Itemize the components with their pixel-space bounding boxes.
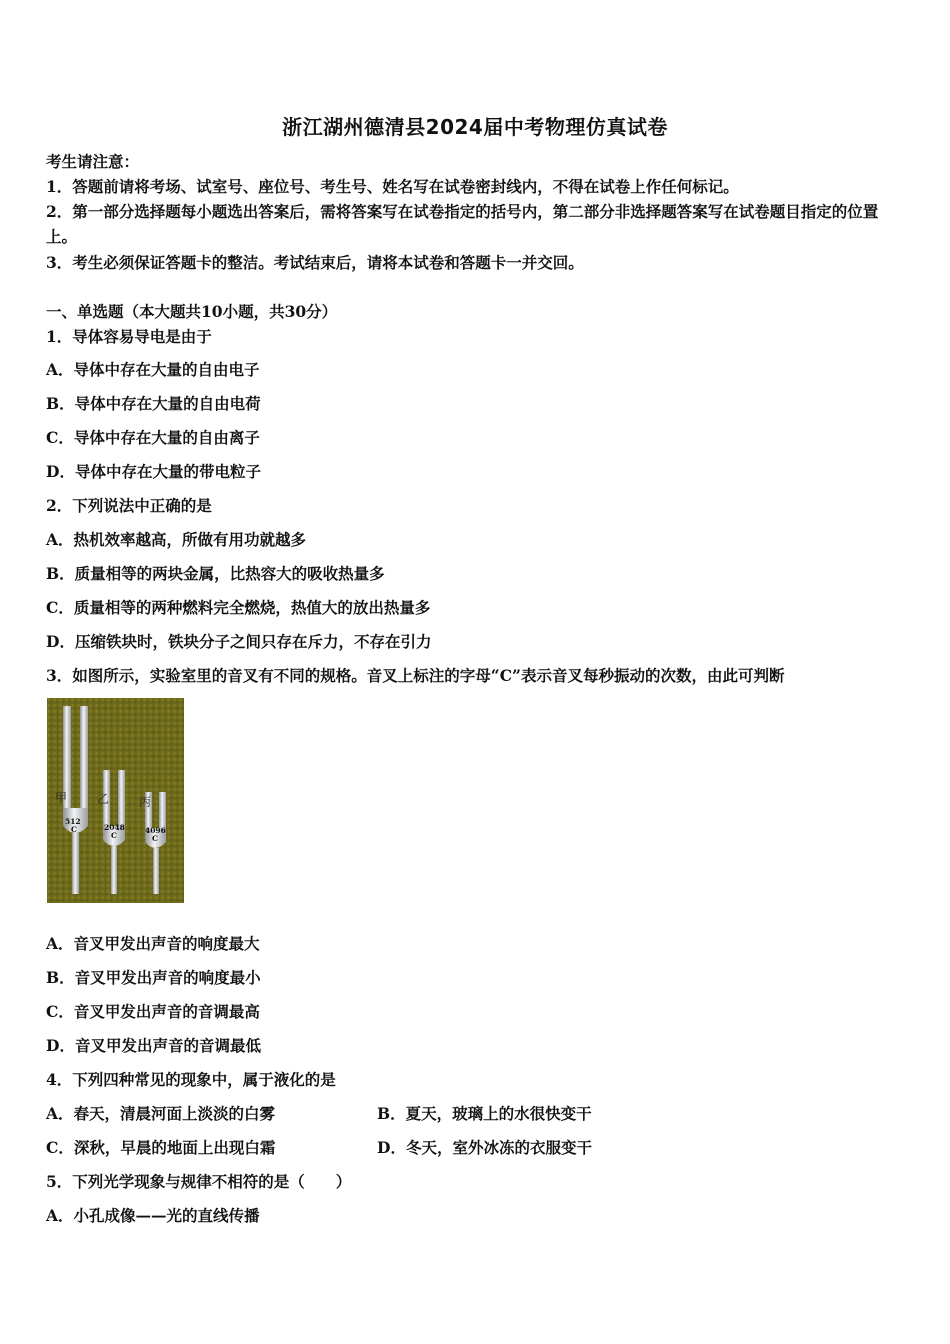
question-1-option-b: B．导体中存在大量的自由电荷: [46, 394, 261, 413]
question-2-option-c: C．质量相等的两种燃料完全燃烧，热值大的放出热量多: [46, 598, 431, 617]
fork-jia-label: 甲: [55, 791, 68, 805]
question-3-option-d: D．音叉甲发出声音的音调最低: [46, 1036, 261, 1055]
question-1-option-c: C．导体中存在大量的自由离子: [46, 428, 260, 447]
exam-title: 浙江湖州德清县2024届中考物理仿真试卷: [282, 115, 668, 139]
question-3-option-b: B．音叉甲发出声音的响度最小: [46, 968, 261, 987]
notice-item-3: 3．考生必须保证答题卡的整洁。考试结束后，请将本试卷和答题卡一并交回。: [46, 253, 584, 272]
question-4-option-d: D．冬天，室外冰冻的衣服变干: [377, 1138, 592, 1157]
question-1-option-a: A．导体中存在大量的自由电子: [46, 360, 260, 379]
question-2-option-d: D．压缩铁块时，铁块分子之间只存在斥力，不存在引力: [46, 632, 432, 651]
question-3-option-a: A．音叉甲发出声音的响度最大: [46, 934, 260, 953]
question-2-option-a: A．热机效率越高，所做有用功就越多: [46, 530, 307, 549]
section-heading: 一、单选题（本大题共10小题，共30分）: [46, 302, 338, 321]
fork-yi-label: 乙: [97, 792, 110, 806]
fork-yi-letter: C: [111, 831, 117, 840]
question-1-stem: 1．导体容易导电是由于: [46, 327, 212, 346]
question-4-option-a: A．春天，清晨河面上淡淡的白雾: [46, 1104, 276, 1123]
fork-bing-number: 4096: [145, 826, 166, 835]
notice-item-2: 2．第一部分选择题每小题选出答案后，需将答案写在试卷指定的括号内，第二部分非选择题答案写在试卷题目指定的位置上。: [46, 202, 879, 246]
question-5-option-a: A．小孔成像——光的直线传播: [46, 1206, 260, 1225]
question-4-option-b: B．夏天，玻璃上的水很快变干: [377, 1104, 592, 1123]
fork-jia-letter: C: [71, 825, 77, 834]
notice-heading: 考生请注意：: [46, 152, 140, 171]
question-2-stem: 2．下列说法中正确的是: [46, 496, 212, 515]
question-3-option-c: C．音叉甲发出声音的音调最高: [46, 1002, 260, 1021]
fork-bing-letter: C: [152, 834, 158, 843]
question-4-stem: 4．下列四种常见的现象中，属于液化的是: [46, 1070, 336, 1089]
question-5-stem: 5．下列光学现象与规律不相符的是（ ）: [46, 1172, 352, 1191]
tuning-fork-photo: [47, 698, 184, 903]
question-4-option-c: C．深秋，早晨的地面上出现白霜: [46, 1138, 276, 1157]
notice-item-1: 1．答题前请将考场、试室号、座位号、考生号、姓名写在试卷密封线内，不得在试卷上作任何标记。: [46, 177, 739, 196]
question-2-option-b: B．质量相等的两块金属，比热容大的吸收热量多: [46, 564, 385, 583]
fork-bing-label: 丙: [139, 795, 152, 809]
question-1-option-d: D．导体中存在大量的带电粒子: [46, 462, 261, 481]
fork-jia-number: 512: [65, 817, 81, 826]
fork-yi-number: 2048: [104, 823, 125, 832]
question-3-stem: 3．如图所示，实验室里的音叉有不同的规格。音叉上标注的字母“C”表示音叉每秒振动的次数，由此可判断: [46, 666, 785, 685]
